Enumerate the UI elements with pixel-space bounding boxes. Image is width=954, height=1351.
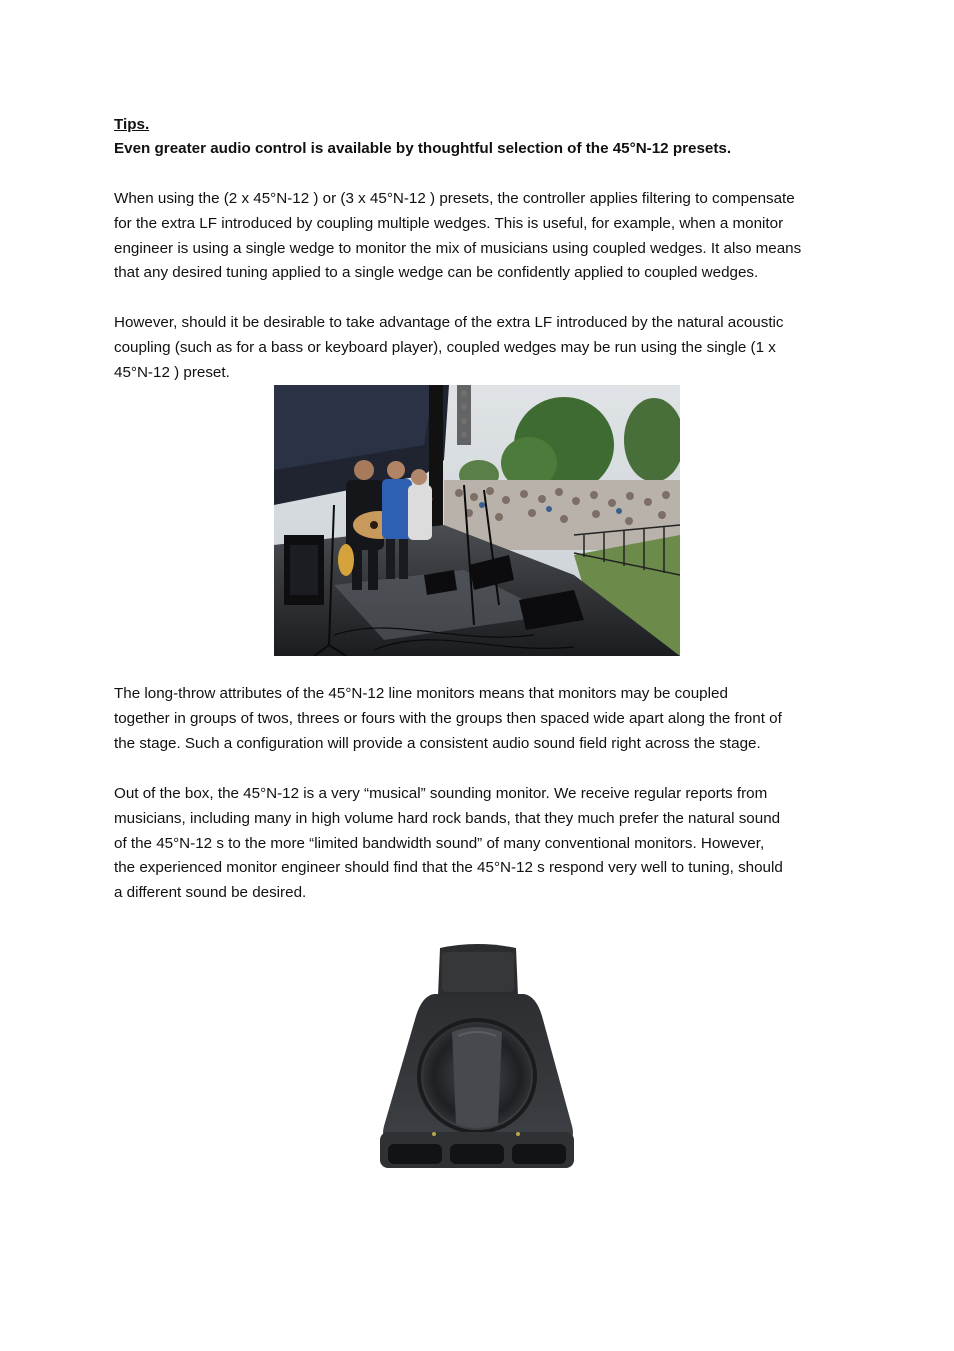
paragraph-line: musicians, including many in high volume hard rock bands, that they much prefer the natural sound bbox=[114, 809, 781, 827]
tips-heading: Tips. bbox=[114, 116, 150, 133]
intro-heading: Even greater audio control is available by thoughtful selection of the 45°N-12 presets. bbox=[114, 140, 732, 157]
paragraph-1 bbox=[114, 187, 846, 286]
paragraph-line: that any desired tuning applied to a single wedge can be confidently applied to coupled wedges. bbox=[114, 264, 759, 282]
paragraph-3 bbox=[114, 682, 846, 756]
paragraph-line: the experienced monitor engineer should find that the 45°N-12 s respond very well to tuning, should bbox=[114, 859, 783, 877]
paragraph-line: coupling (such as for a bass or keyboard player), coupled wedges may be run using the single (1 x bbox=[114, 338, 776, 356]
paragraph-line: The long-throw attributes of the 45°N-12 line monitors means that monitors may be coupled bbox=[114, 685, 728, 702]
paragraph-line: for the extra LF introduced by coupling multiple wedges. This is useful, for example, when a monitor bbox=[114, 214, 784, 232]
paragraph-line: 45°N-12 ) preset. bbox=[114, 363, 230, 381]
paragraph-line: together in groups of twos, threes or fours with the groups then spaced wide apart along the front of bbox=[114, 709, 782, 727]
paragraph-line: of the 45°N-12 s to the more “limited bandwidth sound” of many conventional monitors. However, bbox=[114, 834, 765, 852]
paragraph-line: a different sound be desired. bbox=[114, 884, 307, 902]
paragraph-2 bbox=[114, 311, 846, 385]
paragraph-line: the stage. Such a configuration will provide a consistent audio sound field right across the stage. bbox=[114, 734, 761, 752]
stage-photo bbox=[274, 385, 680, 656]
paragraph-line: Out of the box, the 45°N-12 is a very “musical” sounding monitor. We receive regular reports from bbox=[114, 785, 768, 802]
paragraph-line: When using the (2 x 45°N-12 ) or (3 x 45°N-12 ) presets, the controller applies filtering to compensate bbox=[114, 190, 795, 207]
paragraph-line: engineer is using a single wedge to monitor the mix of musicians using coupled wedges. It also means bbox=[114, 239, 802, 257]
paragraph-line: However, should it be desirable to take advantage of the extra LF introduced by the natural acoustic bbox=[114, 314, 784, 331]
paragraph-4 bbox=[114, 782, 846, 906]
wedge-monitor-image bbox=[364, 936, 590, 1186]
